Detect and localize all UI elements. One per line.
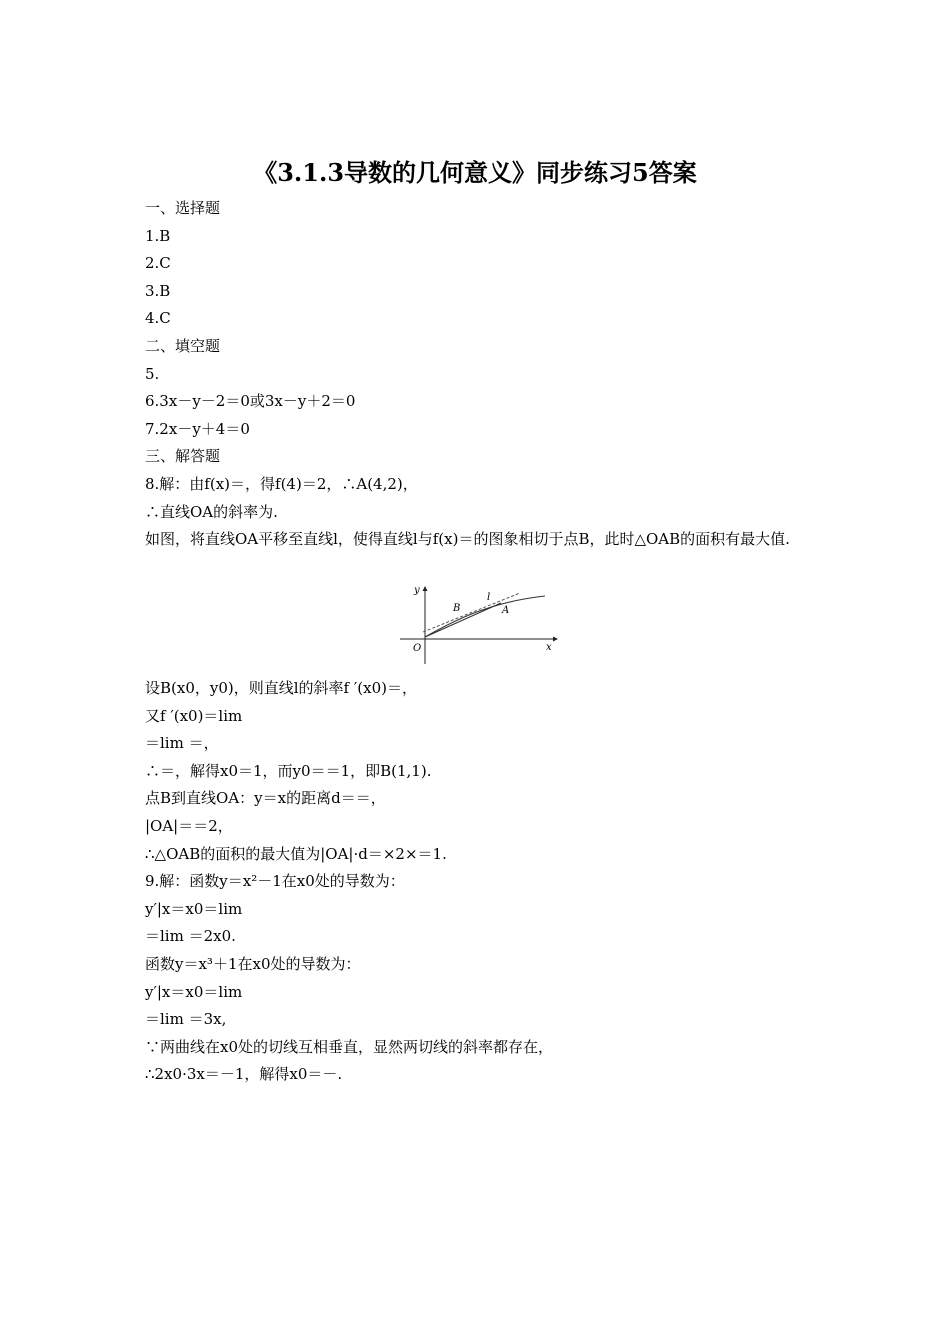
- answer-line: ∴＝，解得x0＝1，而y0＝＝1，即B(1,1).: [145, 761, 432, 780]
- answer-line: y′|x＝x0＝lim: [145, 982, 243, 1001]
- segment-oa: [425, 603, 501, 637]
- answer-body-top: [145, 195, 825, 554]
- answer-line: ∴2x0·3x＝－1，解得x0＝－.: [145, 1065, 343, 1084]
- answer-line: |OA|＝＝2，: [145, 816, 233, 835]
- y-axis-arrow-icon: [423, 586, 428, 591]
- answer-line: 2.C: [145, 254, 171, 273]
- answer-line: 点B到直线OA：y＝x的距离d＝＝，: [145, 789, 386, 808]
- x-axis-arrow-icon: [553, 637, 558, 642]
- answer-line: 1.B: [145, 226, 171, 245]
- point-b-label: B: [453, 603, 461, 614]
- answer-line: ＝lim ＝3x,: [145, 1010, 227, 1029]
- answer-line: 8.解：由f(x)＝，得f(4)＝2，∴A(4,2)，: [145, 474, 418, 493]
- y-axis-label: y: [414, 585, 420, 596]
- answer-line: ＝lim ＝，: [145, 734, 219, 753]
- answer-paragraph: 如图，将直线OA平移至直线l，使得直线l与f(x)＝的图象相切于点B，此时△OAB的面积有最大值.: [145, 530, 790, 549]
- answer-line: ∴直线OA的斜率为.: [145, 502, 278, 521]
- answer-line: 5.: [145, 364, 160, 383]
- origin-label: O: [413, 643, 422, 654]
- answer-line: 又f ′(x0)＝lim: [145, 706, 243, 725]
- answer-line: 7.2x－y＋4＝0: [145, 419, 250, 438]
- answer-line: 9.解：函数y＝x²－1在x0处的导数为：: [145, 872, 405, 891]
- answer-line: ∵两曲线在x0处的切线互相垂直，显然两切线的斜率都存在，: [145, 1037, 554, 1056]
- answer-line: ∴△OAB的面积的最大值为|OA|·d＝×2×＝1.: [145, 844, 447, 863]
- answer-line: 函数y＝x³＋1在x0处的导数为：: [145, 954, 361, 973]
- line-l-label: l: [487, 592, 491, 603]
- answer-line: y′|x＝x0＝lim: [145, 899, 243, 918]
- answer-line: 设B(x0，y0)，则直线l的斜率f ′(x0)＝，: [145, 679, 417, 697]
- x-axis-label: x: [546, 642, 552, 653]
- answer-line: 3.B: [145, 281, 171, 300]
- answer-body-bottom: [145, 675, 825, 1089]
- tangent-figure: [395, 582, 565, 667]
- section-heading: 一、选择题: [145, 199, 221, 217]
- section-heading: 二、填空题: [145, 336, 221, 355]
- answer-line: ＝lim ＝2x0.: [145, 927, 236, 946]
- figure-svg: [395, 582, 565, 667]
- point-a-label: A: [502, 605, 510, 616]
- answer-line: 4.C: [145, 309, 171, 328]
- section-heading: 三、解答题: [145, 447, 221, 466]
- page-title: 《3.1.3导数的几何意义》同步练习5答案: [253, 158, 697, 187]
- function-curve: [425, 596, 545, 637]
- answer-line: 6.3x－y－2＝0或3x－y＋2＝0: [145, 392, 356, 411]
